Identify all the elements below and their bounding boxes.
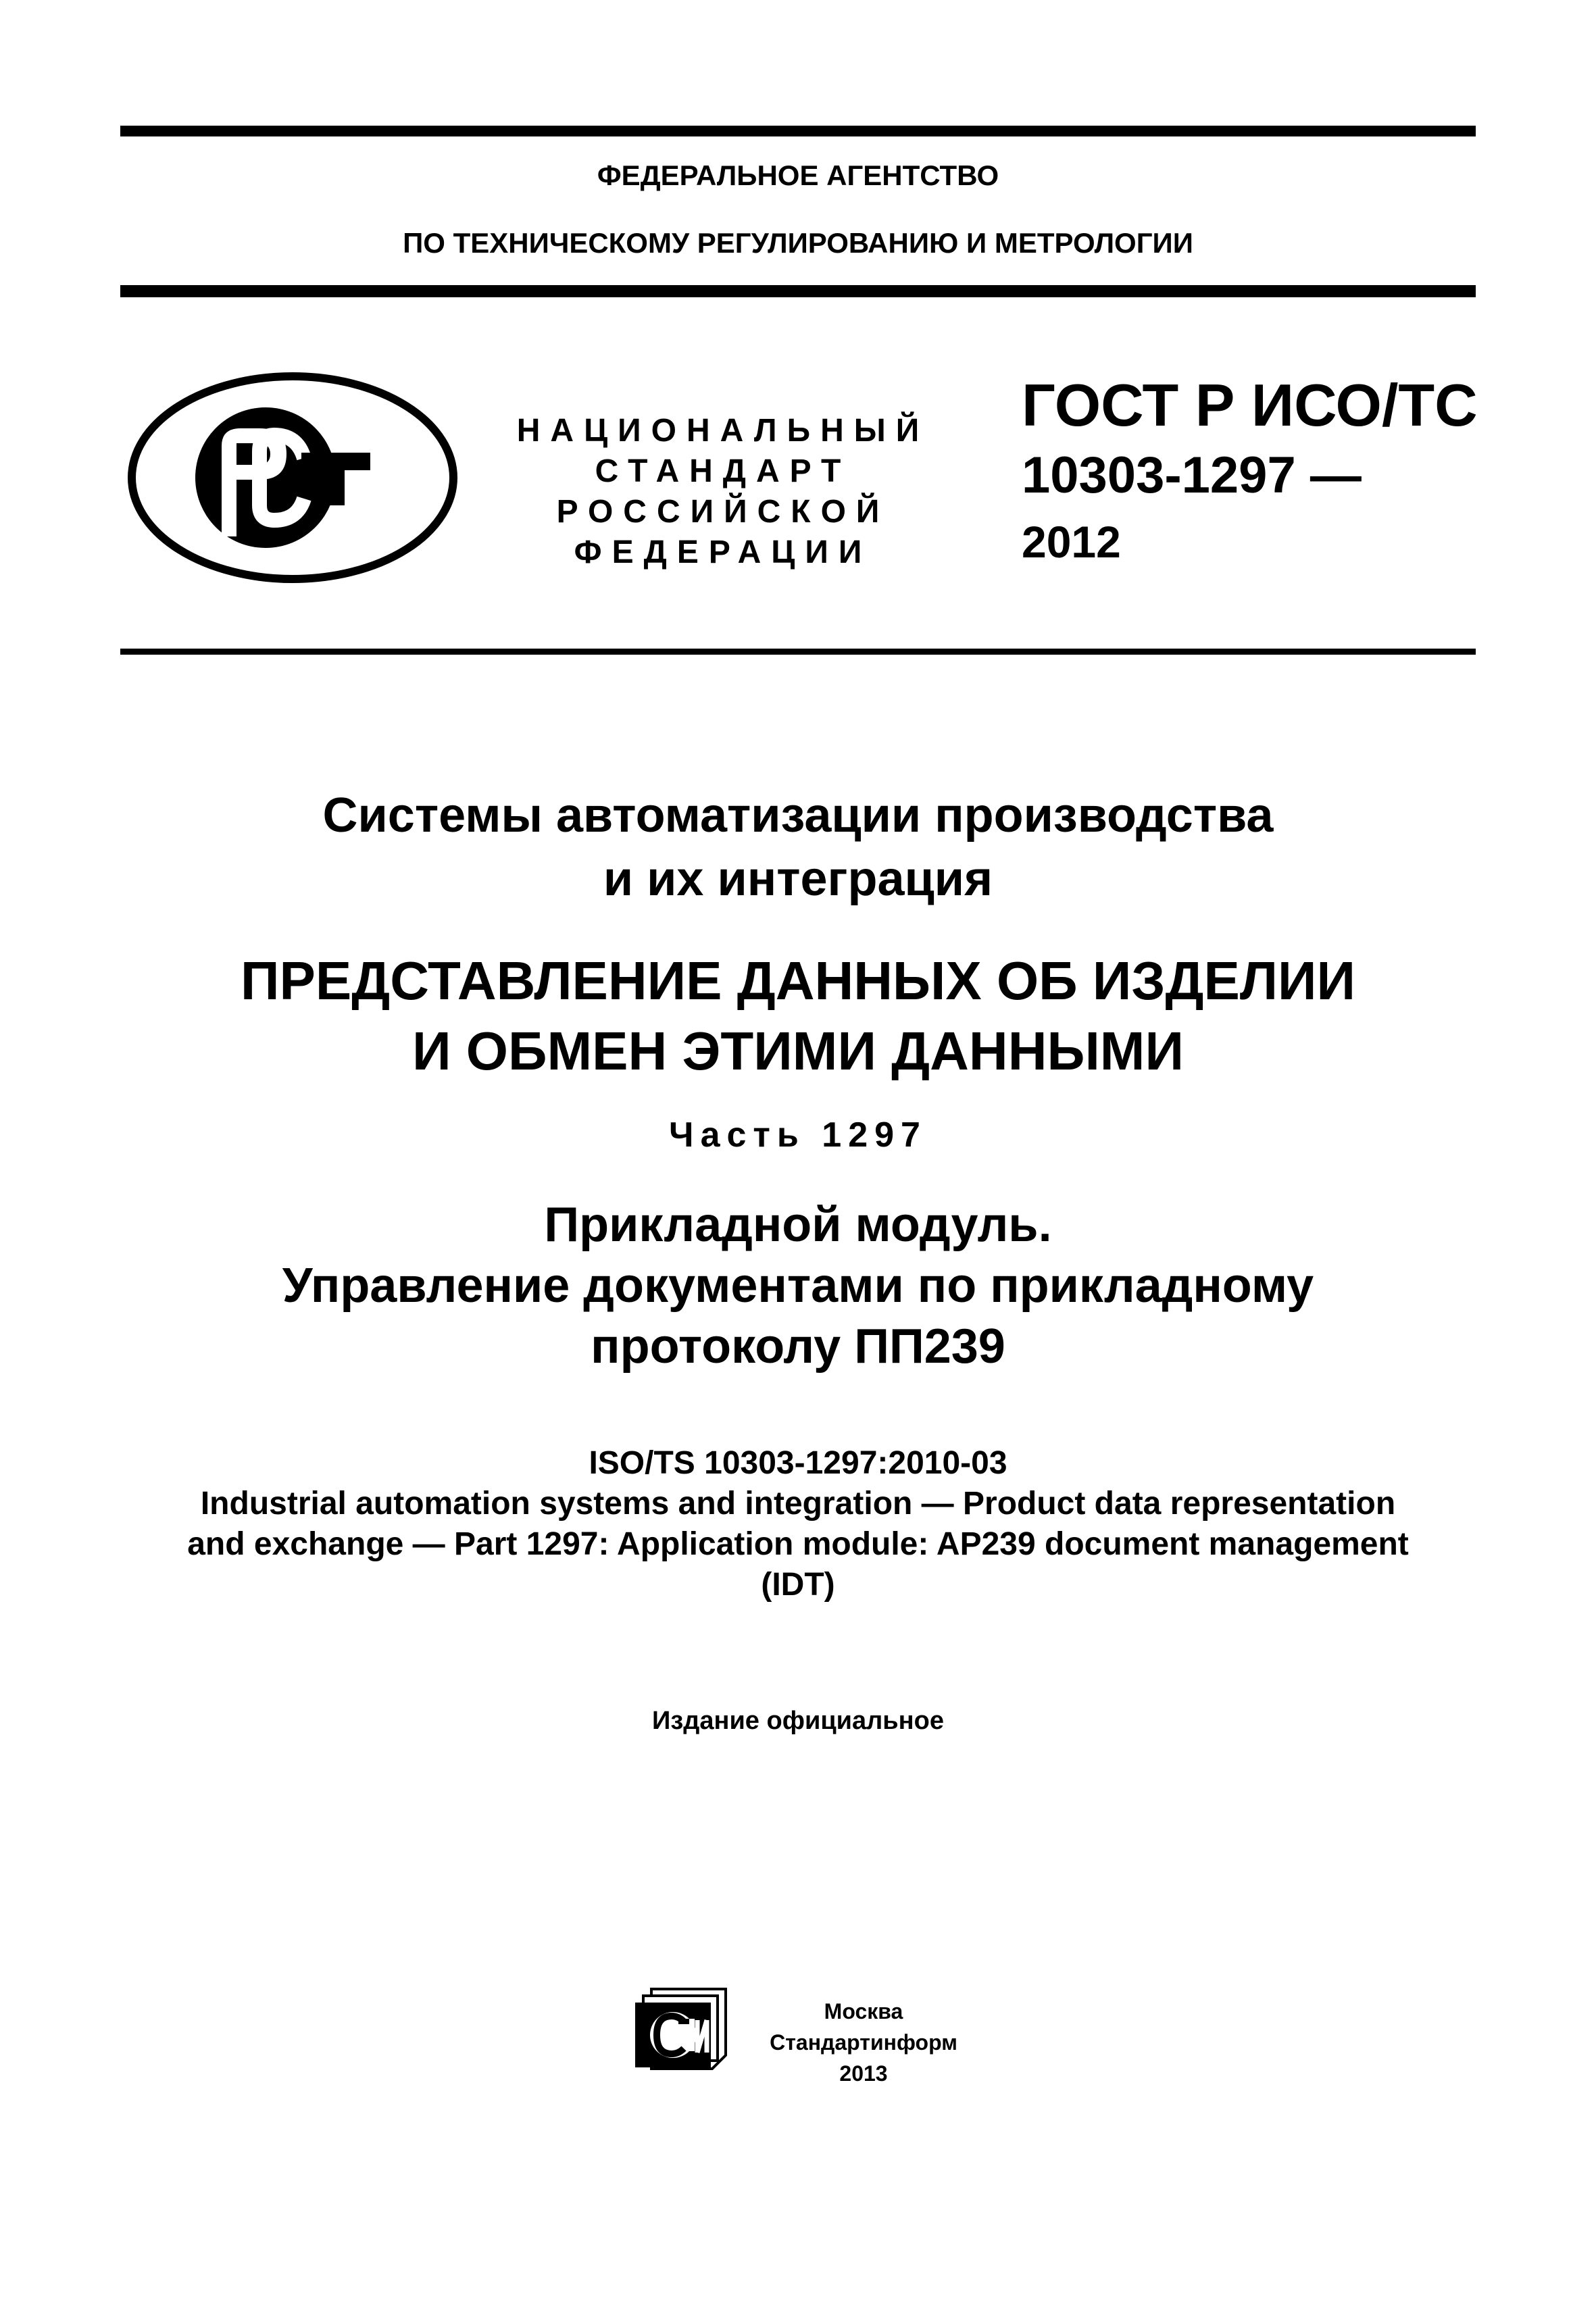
iso-reference <box>120 1443 1476 1605</box>
national-line-1: НАЦИОНАЛЬНЫЙ <box>516 413 930 449</box>
subtitle-line-2: Управление документами по прикладному <box>282 1259 1314 1313</box>
publisher-name: Стандартинформ <box>770 2030 957 2055</box>
gost-designation <box>1022 370 1481 573</box>
document-title-main <box>120 946 1476 1086</box>
iso-line-4: (IDT) <box>761 1567 835 1603</box>
gost-line-2: 10303-1297 — <box>1022 447 1362 504</box>
edition-label: Издание официальное <box>652 1707 944 1735</box>
national-standard-label <box>503 411 943 573</box>
national-line-4: ФЕДЕРАЦИИ <box>574 534 872 570</box>
standartinform-logo-icon <box>631 1985 730 2073</box>
iso-line-2: Industrial automation systems and integration — Product data representation <box>200 1486 1396 1521</box>
publisher-info <box>749 1996 978 2089</box>
title-line-1: Системы автоматизации производства <box>322 788 1274 842</box>
top-rule <box>120 126 1476 136</box>
middle-rule <box>120 285 1476 297</box>
gost-line-3: 2012 <box>1022 517 1121 567</box>
publisher-city: Москва <box>824 1999 903 2023</box>
part-number: Часть 1297 <box>669 1115 927 1155</box>
agency-line-2: ПО ТЕХНИЧЕСКОМУ РЕГУЛИРОВАНИЮ И МЕТРОЛОГИИ <box>403 227 1193 259</box>
document-subtitle <box>120 1194 1476 1377</box>
subtitle-line-1: Прикладной модуль. <box>544 1198 1052 1252</box>
subtitle-line-3: протоколу ПП239 <box>591 1319 1005 1374</box>
document-title-general <box>120 784 1476 911</box>
national-line-3: РОССИЙСКОЙ <box>556 494 890 530</box>
lower-rule <box>120 649 1476 655</box>
rst-conformity-mark-icon <box>127 370 458 585</box>
iso-line-1: ISO/TS 10303-1297:2010-03 <box>589 1445 1007 1481</box>
iso-line-3: and exchange — Part 1297: Application module: AP239 document management <box>187 1526 1409 1562</box>
publisher-year: 2013 <box>839 2061 888 2086</box>
gost-line-1: ГОСТ Р ИСО/ТС <box>1022 372 1478 438</box>
national-line-2: СТАНДАРТ <box>595 453 851 489</box>
main-title-line-1: ПРЕДСТАВЛЕНИЕ ДАННЫХ ОБ ИЗДЕЛИИ <box>241 951 1355 1011</box>
main-title-line-2: И ОБМЕН ЭТИМИ ДАННЫМИ <box>412 1021 1184 1081</box>
agency-line-1: ФЕДЕРАЛЬНОЕ АГЕНТСТВО <box>597 159 999 191</box>
title-line-2: и их интеграция <box>603 852 993 906</box>
